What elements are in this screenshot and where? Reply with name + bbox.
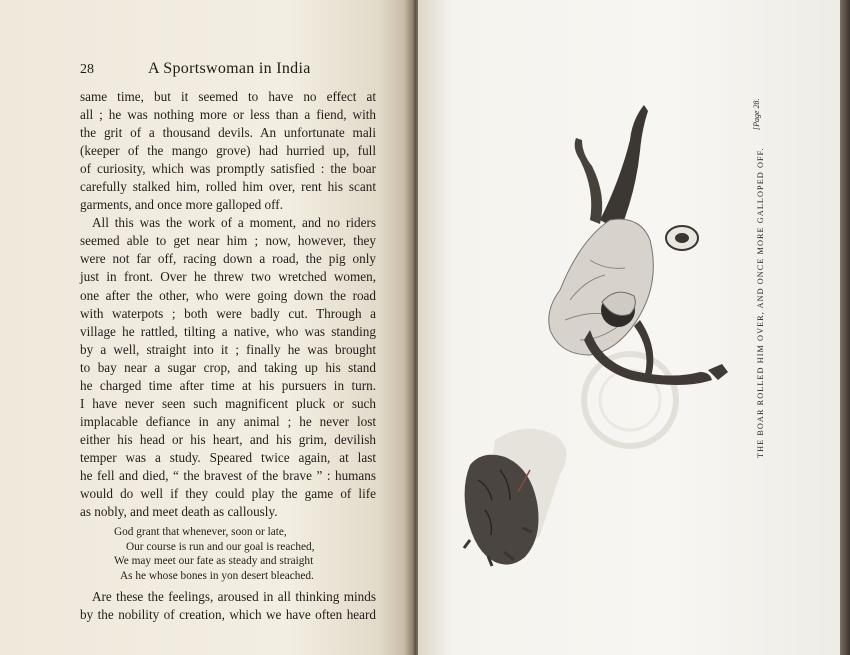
text-line: either his head or his heart, and his grim, devilish xyxy=(80,431,376,447)
text-line: carefully stalked him, rolled him over, rent his scant xyxy=(80,179,376,195)
body-text xyxy=(80,88,376,624)
plate-illustration xyxy=(440,70,780,580)
text-line: as nobly, and meet death as callously. xyxy=(80,504,278,520)
verse-block xyxy=(114,525,376,583)
verse-line: We may meet our fate as steady and straight xyxy=(114,555,314,568)
text-line: with waterpots ; both were badly cut. Through a xyxy=(80,305,376,321)
text-line: All this was the work of a moment, and no riders xyxy=(92,215,376,231)
text-line: would do well if they could play the game of life xyxy=(80,486,376,502)
text-line: were not far off, racing down a road, the pig only xyxy=(80,251,376,267)
text-line: (keeper of the mango grove) had hurried up, full xyxy=(80,143,376,159)
text-line: Are these the feelings, aroused in all thinking minds xyxy=(92,588,376,604)
plate-caption: THE BOAR ROLLED HIM OVER, AND ONCE MORE GALLOPED OFF. xyxy=(756,147,765,458)
text-line: by the nobility of creation, which we have often heard xyxy=(80,606,376,622)
book-edge xyxy=(840,0,850,655)
text-line: he fell and died, “ the bravest of the brave ” : humans xyxy=(80,467,376,483)
text-line: just in front. Over he threw two wretched women, xyxy=(80,269,376,285)
book-title: A Sportswoman in India xyxy=(148,60,311,77)
bleed-through-seal xyxy=(584,354,676,446)
text-line: garments, and once more galloped off. xyxy=(80,197,283,213)
text-line: temper was a study. Speared twice again, at last xyxy=(80,449,376,465)
text-line: village he rattled, tilting a native, who was standing xyxy=(80,323,376,339)
text-line: same time, but it seemed to have no effect at xyxy=(80,89,376,104)
text-line: he charged time after time at his pursuers in turn. xyxy=(80,377,376,393)
plate-page-reference: [Page 28. xyxy=(752,98,761,130)
text-line: seemed able to get near him ; now, however, they xyxy=(80,233,376,249)
verse-line: Our course is run and our goal is reached, xyxy=(126,540,315,553)
running-head xyxy=(80,60,376,80)
text-line: I have never seen such magnificent pluck or such xyxy=(80,395,376,411)
man-figure xyxy=(549,105,728,385)
verse-line: As he whose bones in yon desert bleached. xyxy=(120,569,314,582)
text-line: implacable defiance in any animal ; he never lost xyxy=(80,413,376,429)
text-line: all ; he was nothing more or less than a fiend, with xyxy=(80,107,376,123)
page-number: 28 xyxy=(80,62,94,77)
text-line: of curiosity, which was promptly satisfied : the boar xyxy=(80,161,376,177)
text-line: to bay near a sugar crop, and taking up his stand xyxy=(80,359,376,375)
verse-line: God grant that whenever, soon or late, xyxy=(114,526,287,539)
text-line: the grit of a thousand devils. An unfortunate mali xyxy=(80,125,376,141)
text-line: one after the other, who were going down the road xyxy=(80,287,376,303)
text-line: by a well, straight into it ; finally he was brought xyxy=(80,341,376,357)
